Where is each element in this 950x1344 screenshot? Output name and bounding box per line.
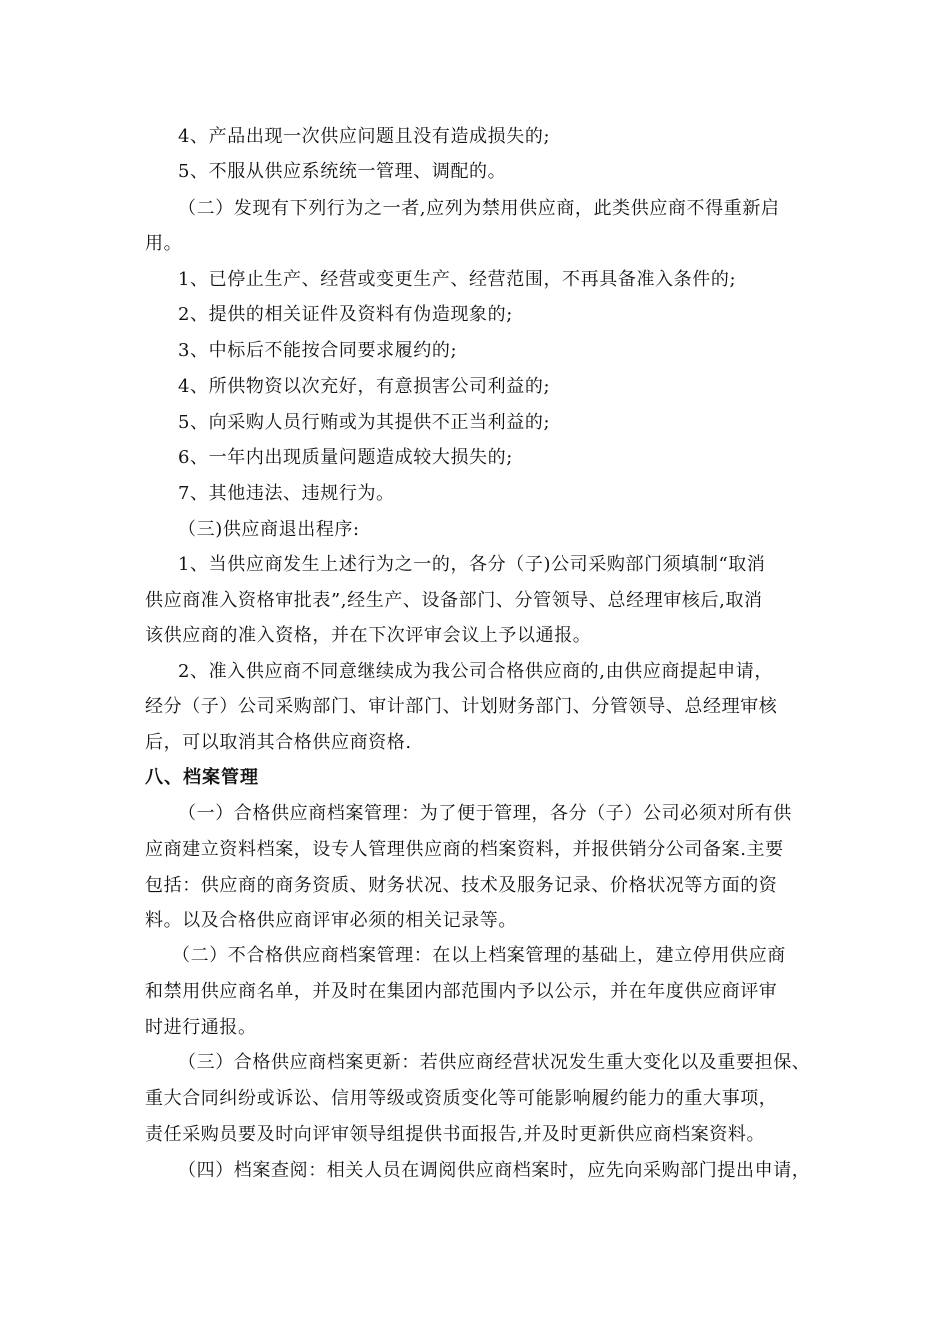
paragraph-line: 供应商准入资格审批表”,经生产、设备部门、分管领导、总经理审核后,取消: [145, 590, 763, 611]
paragraph-line: 和禁用供应商名单，并及时在集团内部范围内予以公示，并在年度供应商评审: [145, 981, 778, 1002]
paragraph-line: 5、向采购人员行贿或为其提供不正当利益的;: [178, 412, 551, 433]
paragraph-line: 2、准入供应商不同意继续成为我公司合格供应商的,由供应商提起申请，: [178, 661, 773, 682]
paragraph-line: 应商建立资料档案，设专人管理供应商的档案资料，并报供销分公司备案.主要: [145, 839, 784, 860]
paragraph-line: 经分（子）公司采购部门、审计部门、计划财务部门、分管领导、总经理审核: [145, 696, 778, 717]
paragraph-line: 1、已停止生产、经营或变更生产、经营范围，不再具备准入条件的;: [178, 269, 737, 290]
section-heading: 八、档案管理: [145, 767, 259, 788]
paragraph-line: （三）合格供应商档案更新：若供应商经营状况发生重大变化以及重要担保、: [178, 1052, 811, 1073]
paragraph-line: 责任采购员要及时向评审领导组提供书面报告,并及时更新供应商档案资料。: [145, 1124, 766, 1145]
paragraph-line: 后，可以取消其合格供应商资格.: [145, 732, 412, 753]
paragraph-line: 6、一年内出现质量问题造成较大损失的;: [178, 447, 513, 468]
paragraph-line: 用。: [145, 233, 183, 254]
paragraph-line: （二）发现有下列行为之一者,应列为禁用供应商，此类供应商不得重新启: [178, 198, 780, 219]
paragraph-line: 5、不服从供应系统统一管理、调配的。: [178, 161, 507, 182]
paragraph-line: （二）不合格供应商档案管理：在以上档案管理的基础上，建立停用供应商: [172, 945, 786, 966]
paragraph-line: 4、所供物资以次充好，有意损害公司利益的;: [178, 376, 551, 397]
paragraph-line: 时进行通报。: [145, 1017, 257, 1038]
paragraph-line: 该供应商的准入资格，并在下次评审会议上予以通报。: [145, 625, 592, 646]
paragraph-line: （一）合格供应商档案管理：为了便于管理，各分（子）公司必须对所有供: [178, 803, 792, 824]
paragraph-line: 料。以及合格供应商评审必须的相关记录等。: [145, 910, 517, 931]
paragraph-line: 1、当供应商发生上述行为之一的，各分（子)公司采购部门须填制“取消: [178, 554, 766, 575]
paragraph-line: 4、产品出现一次供应问题且没有造成损失的;: [178, 126, 551, 147]
paragraph-line: （四）档案查阅：相关人员在调阅供应商档案时，应先向采购部门提出申请，: [178, 1160, 811, 1181]
paragraph-line: 3、中标后不能按合同要求履约的;: [178, 340, 458, 361]
paragraph-line: 重大合同纠纷或诉讼、信用等级或资质变化等可能影响履约能力的重大事项，: [145, 1088, 778, 1109]
paragraph-line: （三)供应商退出程序:: [178, 519, 360, 540]
paragraph-line: 包括：供应商的商务资质、财务状况、技术及服务记录、价格状况等方面的资: [145, 875, 778, 896]
paragraph-line: 7、其他违法、违规行为。: [178, 483, 395, 504]
paragraph-line: 2、提供的相关证件及资料有伪造现象的;: [178, 304, 513, 325]
